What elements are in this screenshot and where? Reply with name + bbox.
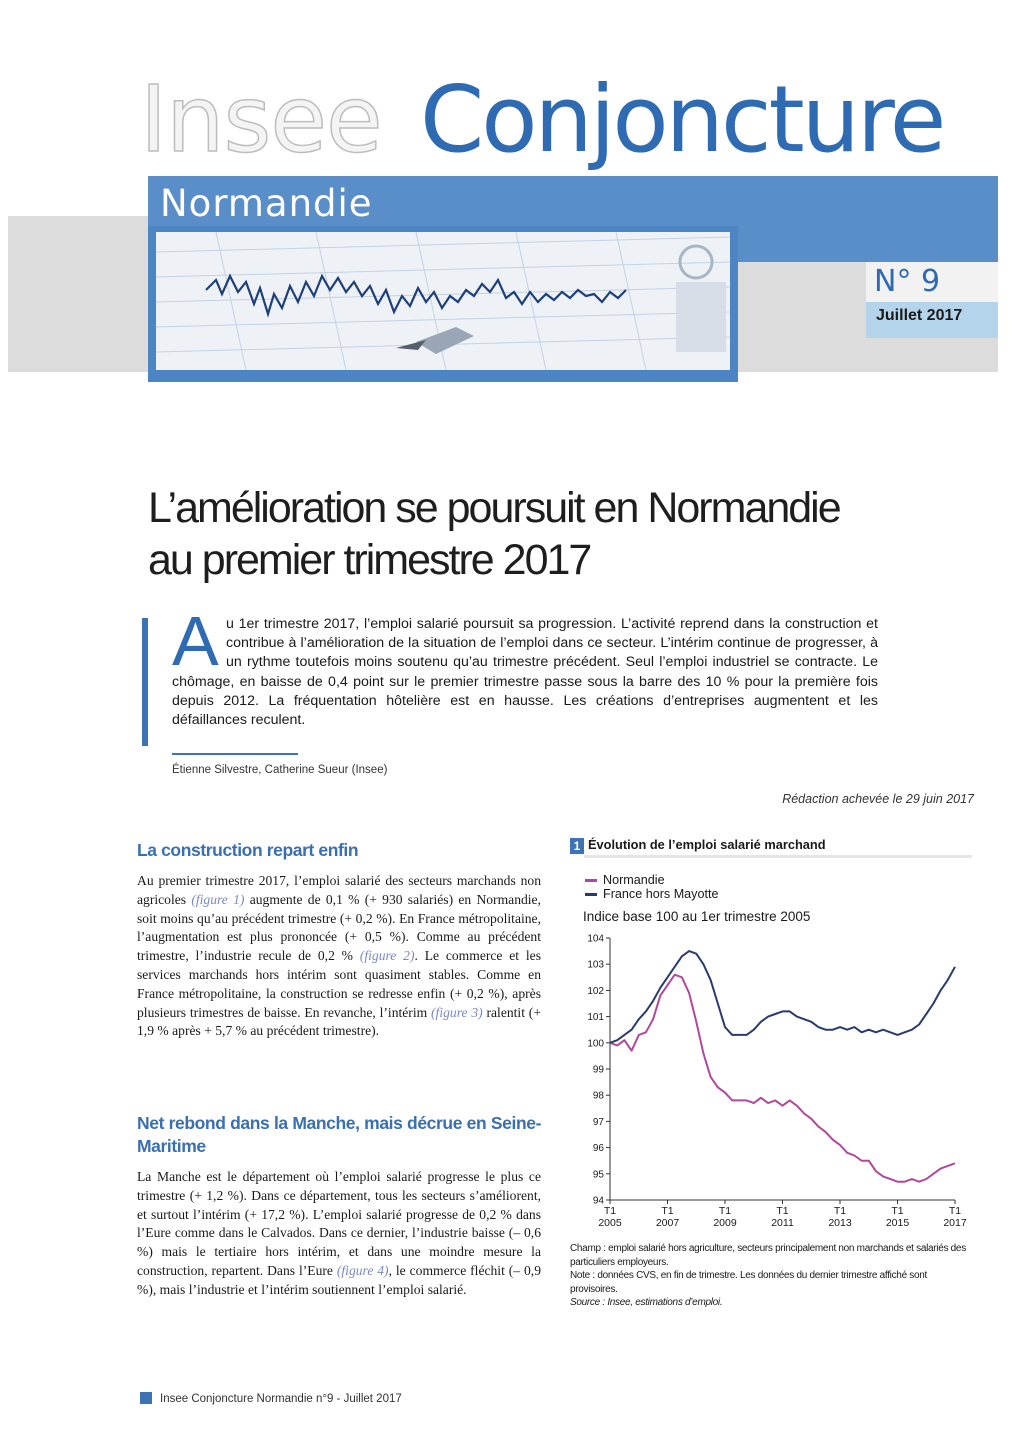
footer-square-icon: [140, 1392, 152, 1404]
series-line-france: [610, 951, 955, 1043]
issue-number: N° 9: [874, 264, 941, 299]
region-name: Normandie: [160, 182, 373, 225]
legend-label-normandie: Normandie: [603, 873, 665, 887]
figure-note-champ: Champ : emploi salarié hors agriculture, secteurs principalement non marchands et salariés des particuliers employeurs.: [570, 1243, 966, 1268]
header-chart-photo: [156, 232, 730, 370]
section-paragraph-construction: [137, 872, 541, 1041]
text-run: Au premier trimestre 2017, l’emploi salarié des secteurs marchands non agricoles: [137, 873, 541, 907]
text-run: . Le commerce et les services marchands hors intérim sont quasiment stables. Comme en France métropolitaine, la construction se redresse enfin (+ 0,2 %), après plusieurs trimestres de baisse. En revanche, l’intérim: [137, 948, 541, 1020]
figure-reference-link[interactable]: (figure 3): [431, 1004, 483, 1020]
figure-reference-link[interactable]: (figure 2): [359, 948, 415, 964]
text-run: , le commerce fléchit (– 0,9 %), mais l’industrie et l’intérim soutiennent l’emploi salarié.: [137, 1262, 541, 1297]
redaction-date: Rédaction achevée le 29 juin 2017: [782, 792, 974, 806]
y-tick-label: 98: [592, 1090, 604, 1102]
authors: Étienne Silvestre, Catherine Sueur (Insee): [172, 764, 388, 776]
x-tick-label: T1: [603, 1205, 617, 1217]
text-run: La Manche est le département où l’emploi salarié progresse le plus ce trimestre (+ 1,2 %). Dans ce département, tous les secteurs s’améliorent, et surtout l’intérim (+ 17,2 %). L’emploi salarié progresse de 0,2 % dans l’Eure comme dans le Calvados. Dans ce dernier, l’industrie baisse (– 0,6 %) mais le tertiaire hors intérim, et dans une moindre mesure la construction, repartent. Dans l’Eure: [137, 1169, 541, 1278]
legend-label-france: France hors Mayotte: [603, 887, 719, 901]
footer-text: Insee Conjoncture Normandie n°9 - Juillet 2017: [160, 1393, 402, 1405]
x-tick-label: T1: [891, 1205, 904, 1217]
figure-reference-link[interactable]: (figure 4): [336, 1262, 389, 1278]
legend-item-france: [585, 887, 719, 902]
x-tick-label: T1: [718, 1205, 732, 1217]
y-tick-label: 97: [592, 1116, 604, 1128]
x-tick-label: T1: [776, 1205, 789, 1217]
y-tick-label: 103: [587, 959, 604, 971]
x-tick-label: 2011: [771, 1217, 794, 1229]
x-tick-label: T1: [661, 1205, 674, 1217]
x-tick-label: T1: [948, 1205, 962, 1217]
brand-insee: Insee: [140, 66, 382, 173]
legend-item-normandie: [585, 873, 665, 888]
y-tick-label: 100: [587, 1038, 604, 1050]
y-tick-label: 94: [592, 1195, 604, 1207]
x-tick-label: 2009: [713, 1217, 737, 1229]
y-tick-label: 96: [592, 1143, 604, 1155]
figure-title-underline: [584, 855, 972, 858]
y-tick-label: 95: [592, 1169, 604, 1181]
y-tick-label: 104: [587, 933, 604, 945]
section-heading-manche: Net rebond dans la Manche, mais décrue en Seine-Maritime: [137, 1113, 541, 1156]
figure-notes: [570, 1242, 974, 1310]
x-tick-label: 2013: [828, 1217, 852, 1229]
x-tick-label: T1: [833, 1205, 847, 1217]
article-title: [148, 482, 908, 586]
x-tick-label: 2015: [885, 1217, 910, 1229]
x-tick-label: 2005: [598, 1217, 622, 1229]
text-run: augmente de 0,1 % (+ 930 salariés) en Normandie, soit moins qu’au précédent trimestre (+ 0,2 %). En France métropolitaine, l’augmentation est plus prononcée (+ 0,5 %). Comme au précédent trimestre, l’industrie recule de 0,2 %: [137, 891, 541, 964]
legend-swatch-france: [585, 893, 597, 896]
x-tick-label: 2007: [655, 1217, 680, 1229]
lead-drop-cap: A: [172, 602, 219, 680]
y-tick-label: 99: [592, 1064, 604, 1076]
brand-conjoncture: Conjoncture: [420, 66, 944, 173]
y-tick-label: 102: [587, 985, 604, 997]
figure-note-source: Source : Insee, estimations d’emploi.: [570, 1297, 723, 1308]
x-tick-label: 2017: [943, 1217, 967, 1229]
chart-index-label: Indice base 100 au 1er trimestre 2005: [583, 909, 811, 924]
figure-reference-link[interactable]: (figure 1): [191, 891, 245, 907]
figure-title: Évolution de l’emploi salarié marchand: [588, 837, 826, 852]
figure-note-note: Note : données CVS, en fin de trimestre. Les données du dernier trimestre affiché sont provisoires.: [570, 1270, 928, 1295]
y-tick-label: 101: [587, 1012, 604, 1024]
series-line-normandie: [610, 975, 955, 1182]
article-title-line-2: au premier trimestre 2017: [148, 536, 591, 584]
lead-rule: [172, 753, 298, 755]
issue-date: Juillet 2017: [876, 307, 963, 324]
text-run: ralentit (+ 1,9 % après + 5,7 % au précédent trimestre).: [137, 1004, 541, 1039]
figure-number: 1: [570, 838, 584, 854]
section-paragraph-manche: [137, 1168, 541, 1300]
employment-line-chart: [570, 926, 974, 1236]
lead-paragraph: u 1er trimestre 2017, l’emploi salarié poursuit sa progression. L’activité reprend dans la construction et contribue à l’amélioration de la situation de l’emploi dans ce secteur. L’intérim continue de progresser, à un rythme toutefois moins soutenu qu’au trimestre précédent. Seul l’emploi industriel se contracte. Le chômage, en baisse de 0,4 point sur le premier trimestre passe sous la barre des 10 % pour la première fois depuis 2012. La fréquentation hôtelière est en hausse. Les créations d’entreprises augmentent et les défaillances reculent.: [172, 616, 878, 729]
article-title-line-1: L’amélioration se poursuit en Normandie: [148, 484, 840, 532]
legend-swatch-normandie: [585, 879, 597, 882]
lead-accent-bar: [142, 618, 148, 746]
section-heading-construction: La construction repart enfin: [137, 840, 359, 860]
